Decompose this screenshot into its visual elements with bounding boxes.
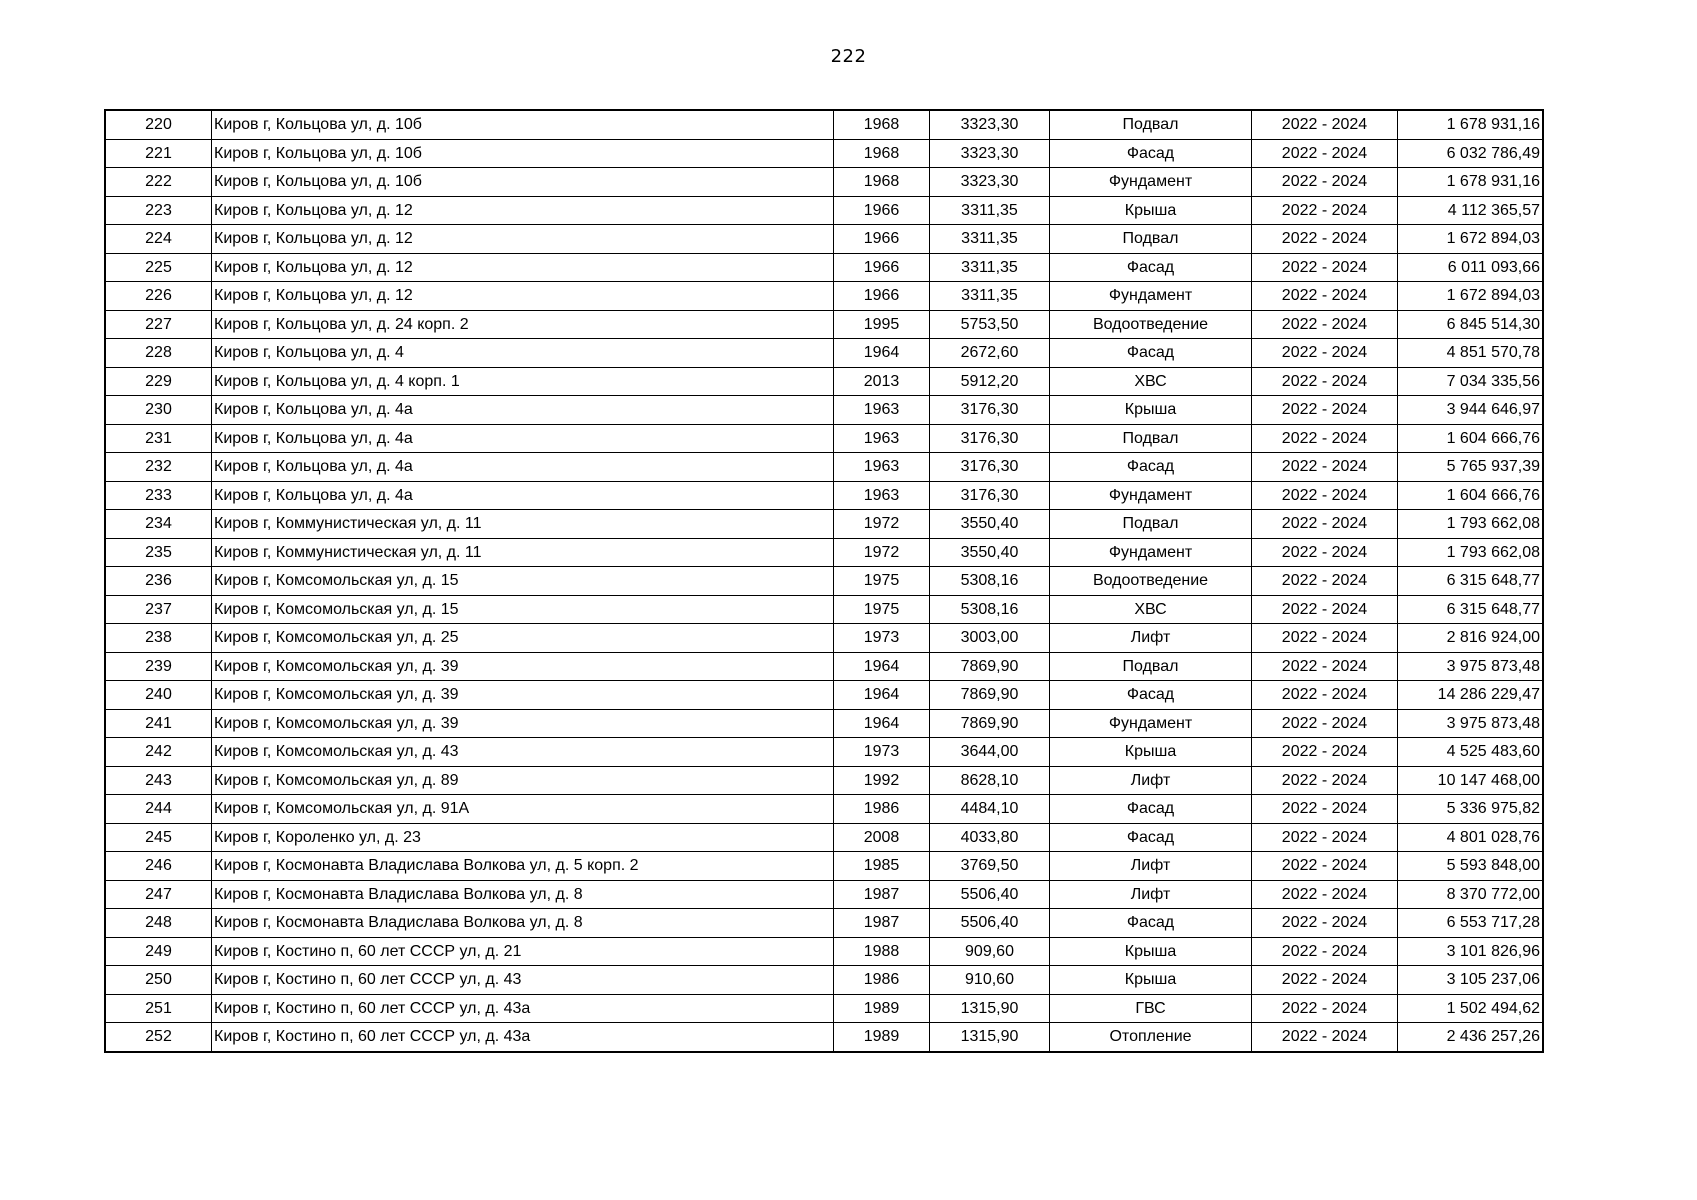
area-cell: 3176,30 [930, 481, 1050, 510]
period-cell: 2022 - 2024 [1252, 253, 1398, 282]
period-cell: 2022 - 2024 [1252, 823, 1398, 852]
area-cell: 3323,30 [930, 110, 1050, 139]
table-row [105, 196, 1543, 225]
table-row [105, 1023, 1543, 1052]
area-cell: 5912,20 [930, 367, 1050, 396]
cost-cell: 1 672 894,03 [1398, 225, 1544, 254]
work-type-cell: Лифт [1050, 624, 1252, 653]
row-number: 249 [105, 937, 212, 966]
period-cell: 2022 - 2024 [1252, 396, 1398, 425]
build-year-cell: 1964 [834, 681, 930, 710]
period-cell: 2022 - 2024 [1252, 168, 1398, 197]
build-year-cell: 1992 [834, 766, 930, 795]
table-row [105, 909, 1543, 938]
build-year-cell: 1964 [834, 339, 930, 368]
period-cell: 2022 - 2024 [1252, 110, 1398, 139]
table-row [105, 937, 1543, 966]
build-year-cell: 1966 [834, 196, 930, 225]
row-number: 236 [105, 567, 212, 596]
table-row [105, 367, 1543, 396]
period-cell: 2022 - 2024 [1252, 937, 1398, 966]
row-number: 248 [105, 909, 212, 938]
work-type-cell: Фундамент [1050, 481, 1252, 510]
address-cell: Киров г, Кольцова ул, д. 10б [212, 110, 834, 139]
cost-cell: 1 793 662,08 [1398, 510, 1544, 539]
period-cell: 2022 - 2024 [1252, 339, 1398, 368]
work-type-cell: Водоотведение [1050, 310, 1252, 339]
period-cell: 2022 - 2024 [1252, 681, 1398, 710]
build-year-cell: 1975 [834, 595, 930, 624]
table-body [105, 110, 1543, 1052]
table-row [105, 766, 1543, 795]
period-cell: 2022 - 2024 [1252, 909, 1398, 938]
row-number: 224 [105, 225, 212, 254]
period-cell: 2022 - 2024 [1252, 652, 1398, 681]
table-row [105, 110, 1543, 139]
area-cell: 4484,10 [930, 795, 1050, 824]
area-cell: 7869,90 [930, 681, 1050, 710]
row-number: 235 [105, 538, 212, 567]
address-cell: Киров г, Кольцова ул, д. 10б [212, 168, 834, 197]
area-cell: 3176,30 [930, 424, 1050, 453]
work-type-cell: Фундамент [1050, 709, 1252, 738]
work-type-cell: Лифт [1050, 880, 1252, 909]
table-row [105, 339, 1543, 368]
address-cell: Киров г, Кольцова ул, д. 4 корп. 1 [212, 367, 834, 396]
area-cell: 909,60 [930, 937, 1050, 966]
cost-cell: 6 553 717,28 [1398, 909, 1544, 938]
row-number: 231 [105, 424, 212, 453]
build-year-cell: 2013 [834, 367, 930, 396]
area-cell: 5506,40 [930, 880, 1050, 909]
address-cell: Киров г, Костино п, 60 лет СССР ул, д. 21 [212, 937, 834, 966]
address-cell: Киров г, Кольцова ул, д. 4а [212, 481, 834, 510]
cost-cell: 14 286 229,47 [1398, 681, 1544, 710]
cost-cell: 6 011 093,66 [1398, 253, 1544, 282]
address-cell: Киров г, Кольцова ул, д. 12 [212, 253, 834, 282]
area-cell: 3550,40 [930, 538, 1050, 567]
work-type-cell: Фасад [1050, 453, 1252, 482]
address-cell: Киров г, Комсомольская ул, д. 15 [212, 567, 834, 596]
table-row [105, 282, 1543, 311]
area-cell: 2672,60 [930, 339, 1050, 368]
cost-cell: 4 525 483,60 [1398, 738, 1544, 767]
table-row [105, 966, 1543, 995]
work-type-cell: Фасад [1050, 253, 1252, 282]
cost-cell: 5 765 937,39 [1398, 453, 1544, 482]
build-year-cell: 1964 [834, 709, 930, 738]
cost-cell: 6 315 648,77 [1398, 567, 1544, 596]
cost-cell: 1 793 662,08 [1398, 538, 1544, 567]
row-number: 226 [105, 282, 212, 311]
area-cell: 3176,30 [930, 396, 1050, 425]
address-cell: Киров г, Короленко ул, д. 23 [212, 823, 834, 852]
build-year-cell: 1989 [834, 994, 930, 1023]
period-cell: 2022 - 2024 [1252, 595, 1398, 624]
row-number: 250 [105, 966, 212, 995]
area-cell: 3311,35 [930, 196, 1050, 225]
row-number: 251 [105, 994, 212, 1023]
table-row [105, 510, 1543, 539]
row-number: 229 [105, 367, 212, 396]
period-cell: 2022 - 2024 [1252, 225, 1398, 254]
address-cell: Киров г, Костино п, 60 лет СССР ул, д. 43а [212, 1023, 834, 1052]
build-year-cell: 1973 [834, 738, 930, 767]
area-cell: 1315,90 [930, 994, 1050, 1023]
area-cell: 7869,90 [930, 652, 1050, 681]
row-number: 225 [105, 253, 212, 282]
cost-cell: 7 034 335,56 [1398, 367, 1544, 396]
row-number: 247 [105, 880, 212, 909]
row-number: 252 [105, 1023, 212, 1052]
period-cell: 2022 - 2024 [1252, 453, 1398, 482]
period-cell: 2022 - 2024 [1252, 282, 1398, 311]
cost-cell: 1 678 931,16 [1398, 168, 1544, 197]
build-year-cell: 2008 [834, 823, 930, 852]
cost-cell: 5 593 848,00 [1398, 852, 1544, 881]
area-cell: 3769,50 [930, 852, 1050, 881]
work-type-cell: Подвал [1050, 424, 1252, 453]
period-cell: 2022 - 2024 [1252, 709, 1398, 738]
work-type-cell: Лифт [1050, 852, 1252, 881]
period-cell: 2022 - 2024 [1252, 310, 1398, 339]
period-cell: 2022 - 2024 [1252, 196, 1398, 225]
period-cell: 2022 - 2024 [1252, 538, 1398, 567]
work-type-cell: Фундамент [1050, 282, 1252, 311]
work-type-cell: Лифт [1050, 766, 1252, 795]
table-row [105, 595, 1543, 624]
table-row [105, 225, 1543, 254]
area-cell: 3323,30 [930, 139, 1050, 168]
table-row [105, 538, 1543, 567]
address-cell: Киров г, Костино п, 60 лет СССР ул, д. 43 [212, 966, 834, 995]
cost-cell: 1 604 666,76 [1398, 481, 1544, 510]
work-type-cell: Крыша [1050, 196, 1252, 225]
address-cell: Киров г, Коммунистическая ул, д. 11 [212, 538, 834, 567]
area-cell: 3311,35 [930, 225, 1050, 254]
row-number: 237 [105, 595, 212, 624]
work-type-cell: ХВС [1050, 367, 1252, 396]
repair-register-table [104, 109, 1544, 1053]
address-cell: Киров г, Комсомольская ул, д. 89 [212, 766, 834, 795]
address-cell: Киров г, Космонавта Владислава Волкова ул, д. 8 [212, 880, 834, 909]
address-cell: Киров г, Комсомольская ул, д. 39 [212, 652, 834, 681]
address-cell: Киров г, Комсомольская ул, д. 15 [212, 595, 834, 624]
table-row [105, 994, 1543, 1023]
address-cell: Киров г, Комсомольская ул, д. 39 [212, 709, 834, 738]
work-type-cell: Подвал [1050, 652, 1252, 681]
address-cell: Киров г, Кольцова ул, д. 10б [212, 139, 834, 168]
work-type-cell: Фундамент [1050, 538, 1252, 567]
work-type-cell: Подвал [1050, 225, 1252, 254]
address-cell: Киров г, Комсомольская ул, д. 25 [212, 624, 834, 653]
row-number: 242 [105, 738, 212, 767]
row-number: 240 [105, 681, 212, 710]
cost-cell: 2 816 924,00 [1398, 624, 1544, 653]
table-row [105, 823, 1543, 852]
work-type-cell: Фасад [1050, 339, 1252, 368]
cost-cell: 8 370 772,00 [1398, 880, 1544, 909]
cost-cell: 1 604 666,76 [1398, 424, 1544, 453]
cost-cell: 3 101 826,96 [1398, 937, 1544, 966]
period-cell: 2022 - 2024 [1252, 139, 1398, 168]
cost-cell: 1 672 894,03 [1398, 282, 1544, 311]
table-row [105, 396, 1543, 425]
area-cell: 4033,80 [930, 823, 1050, 852]
period-cell: 2022 - 2024 [1252, 880, 1398, 909]
row-number: 238 [105, 624, 212, 653]
build-year-cell: 1995 [834, 310, 930, 339]
build-year-cell: 1966 [834, 282, 930, 311]
cost-cell: 3 975 873,48 [1398, 652, 1544, 681]
build-year-cell: 1989 [834, 1023, 930, 1052]
area-cell: 5506,40 [930, 909, 1050, 938]
row-number: 232 [105, 453, 212, 482]
area-cell: 5753,50 [930, 310, 1050, 339]
work-type-cell: Крыша [1050, 738, 1252, 767]
page-number: 222 [830, 46, 867, 67]
row-number: 220 [105, 110, 212, 139]
area-cell: 8628,10 [930, 766, 1050, 795]
address-cell: Киров г, Космонавта Владислава Волкова ул, д. 5 корп. 2 [212, 852, 834, 881]
build-year-cell: 1975 [834, 567, 930, 596]
period-cell: 2022 - 2024 [1252, 367, 1398, 396]
build-year-cell: 1986 [834, 966, 930, 995]
build-year-cell: 1985 [834, 852, 930, 881]
area-cell: 1315,90 [930, 1023, 1050, 1052]
area-cell: 3176,30 [930, 453, 1050, 482]
build-year-cell: 1968 [834, 110, 930, 139]
period-cell: 2022 - 2024 [1252, 481, 1398, 510]
row-number: 222 [105, 168, 212, 197]
area-cell: 3323,30 [930, 168, 1050, 197]
work-type-cell: Водоотведение [1050, 567, 1252, 596]
table-row [105, 453, 1543, 482]
build-year-cell: 1972 [834, 510, 930, 539]
cost-cell: 3 975 873,48 [1398, 709, 1544, 738]
table-row [105, 681, 1543, 710]
table-row [105, 852, 1543, 881]
table-row [105, 624, 1543, 653]
cost-cell: 4 112 365,57 [1398, 196, 1544, 225]
table-row [105, 253, 1543, 282]
address-cell: Киров г, Комсомольская ул, д. 39 [212, 681, 834, 710]
work-type-cell: Подвал [1050, 110, 1252, 139]
address-cell: Киров г, Кольцова ул, д. 12 [212, 196, 834, 225]
cost-cell: 1 678 931,16 [1398, 110, 1544, 139]
table-row [105, 795, 1543, 824]
area-cell: 3311,35 [930, 253, 1050, 282]
table-row [105, 139, 1543, 168]
build-year-cell: 1966 [834, 253, 930, 282]
work-type-cell: Фасад [1050, 909, 1252, 938]
area-cell: 7869,90 [930, 709, 1050, 738]
area-cell: 3003,00 [930, 624, 1050, 653]
build-year-cell: 1968 [834, 168, 930, 197]
period-cell: 2022 - 2024 [1252, 966, 1398, 995]
row-number: 245 [105, 823, 212, 852]
work-type-cell: Фасад [1050, 795, 1252, 824]
address-cell: Киров г, Кольцова ул, д. 4а [212, 396, 834, 425]
row-number: 243 [105, 766, 212, 795]
area-cell: 5308,16 [930, 567, 1050, 596]
work-type-cell: Подвал [1050, 510, 1252, 539]
work-type-cell: ГВС [1050, 994, 1252, 1023]
row-number: 246 [105, 852, 212, 881]
work-type-cell: Крыша [1050, 966, 1252, 995]
table-row [105, 652, 1543, 681]
work-type-cell: Фасад [1050, 139, 1252, 168]
build-year-cell: 1972 [834, 538, 930, 567]
table-row [105, 310, 1543, 339]
area-cell: 3644,00 [930, 738, 1050, 767]
row-number: 230 [105, 396, 212, 425]
period-cell: 2022 - 2024 [1252, 766, 1398, 795]
row-number: 241 [105, 709, 212, 738]
address-cell: Киров г, Кольцова ул, д. 4а [212, 424, 834, 453]
address-cell: Киров г, Коммунистическая ул, д. 11 [212, 510, 834, 539]
address-cell: Киров г, Кольцова ул, д. 12 [212, 225, 834, 254]
address-cell: Киров г, Комсомольская ул, д. 91А [212, 795, 834, 824]
area-cell: 3550,40 [930, 510, 1050, 539]
cost-cell: 3 944 646,97 [1398, 396, 1544, 425]
period-cell: 2022 - 2024 [1252, 1023, 1398, 1052]
work-type-cell: Фасад [1050, 823, 1252, 852]
area-cell: 910,60 [930, 966, 1050, 995]
cost-cell: 5 336 975,82 [1398, 795, 1544, 824]
period-cell: 2022 - 2024 [1252, 994, 1398, 1023]
row-number: 228 [105, 339, 212, 368]
period-cell: 2022 - 2024 [1252, 795, 1398, 824]
build-year-cell: 1963 [834, 453, 930, 482]
period-cell: 2022 - 2024 [1252, 510, 1398, 539]
address-cell: Киров г, Кольцова ул, д. 24 корп. 2 [212, 310, 834, 339]
row-number: 227 [105, 310, 212, 339]
period-cell: 2022 - 2024 [1252, 567, 1398, 596]
cost-cell: 1 502 494,62 [1398, 994, 1544, 1023]
address-cell: Киров г, Костино п, 60 лет СССР ул, д. 43а [212, 994, 834, 1023]
period-cell: 2022 - 2024 [1252, 852, 1398, 881]
build-year-cell: 1987 [834, 880, 930, 909]
address-cell: Киров г, Кольцова ул, д. 12 [212, 282, 834, 311]
cost-cell: 6 315 648,77 [1398, 595, 1544, 624]
build-year-cell: 1988 [834, 937, 930, 966]
row-number: 234 [105, 510, 212, 539]
table-row [105, 168, 1543, 197]
work-type-cell: Фундамент [1050, 168, 1252, 197]
work-type-cell: Фасад [1050, 681, 1252, 710]
table-row [105, 481, 1543, 510]
work-type-cell: Отопление [1050, 1023, 1252, 1052]
build-year-cell: 1963 [834, 424, 930, 453]
build-year-cell: 1987 [834, 909, 930, 938]
build-year-cell: 1964 [834, 652, 930, 681]
row-number: 223 [105, 196, 212, 225]
row-number: 239 [105, 652, 212, 681]
work-type-cell: Крыша [1050, 937, 1252, 966]
build-year-cell: 1966 [834, 225, 930, 254]
table-row [105, 738, 1543, 767]
address-cell: Киров г, Комсомольская ул, д. 43 [212, 738, 834, 767]
cost-cell: 6 845 514,30 [1398, 310, 1544, 339]
area-cell: 3311,35 [930, 282, 1050, 311]
row-number: 244 [105, 795, 212, 824]
table-row [105, 880, 1543, 909]
area-cell: 5308,16 [930, 595, 1050, 624]
work-type-cell: ХВС [1050, 595, 1252, 624]
build-year-cell: 1973 [834, 624, 930, 653]
address-cell: Киров г, Космонавта Владислава Волкова ул, д. 8 [212, 909, 834, 938]
table-row [105, 709, 1543, 738]
row-number: 221 [105, 139, 212, 168]
cost-cell: 3 105 237,06 [1398, 966, 1544, 995]
period-cell: 2022 - 2024 [1252, 738, 1398, 767]
cost-cell: 2 436 257,26 [1398, 1023, 1544, 1052]
address-cell: Киров г, Кольцова ул, д. 4а [212, 453, 834, 482]
table-row [105, 424, 1543, 453]
cost-cell: 6 032 786,49 [1398, 139, 1544, 168]
period-cell: 2022 - 2024 [1252, 624, 1398, 653]
period-cell: 2022 - 2024 [1252, 424, 1398, 453]
build-year-cell: 1963 [834, 481, 930, 510]
table-row [105, 567, 1543, 596]
cost-cell: 10 147 468,00 [1398, 766, 1544, 795]
build-year-cell: 1968 [834, 139, 930, 168]
work-type-cell: Крыша [1050, 396, 1252, 425]
cost-cell: 4 851 570,78 [1398, 339, 1544, 368]
build-year-cell: 1963 [834, 396, 930, 425]
cost-cell: 4 801 028,76 [1398, 823, 1544, 852]
row-number: 233 [105, 481, 212, 510]
build-year-cell: 1986 [834, 795, 930, 824]
address-cell: Киров г, Кольцова ул, д. 4 [212, 339, 834, 368]
